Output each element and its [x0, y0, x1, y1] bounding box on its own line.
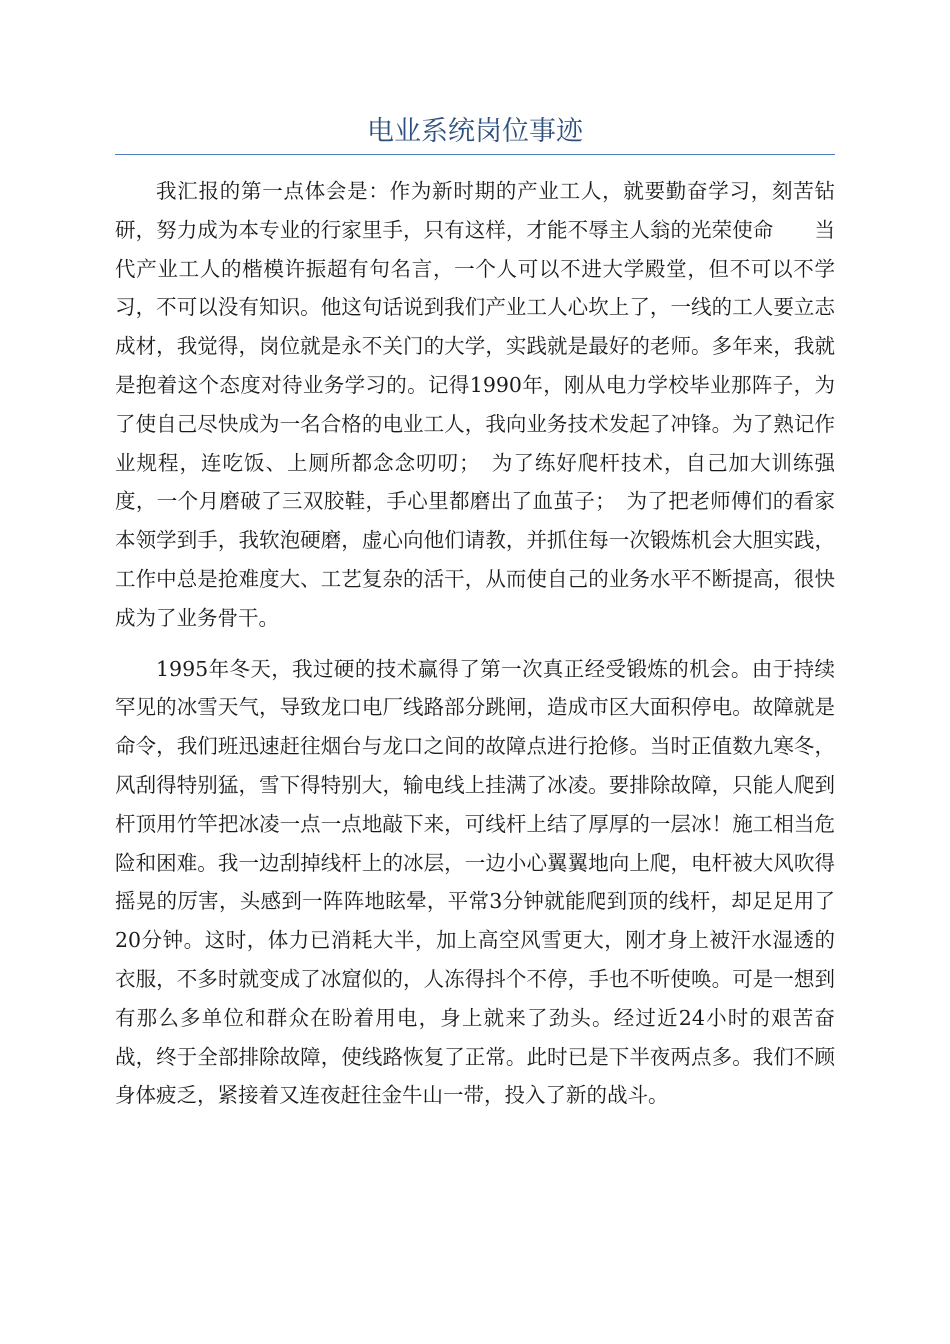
- paragraph-1: 我汇报的第一点体会是：作为新时期的产业工人，就要勤奋学习，刻苦钻研，努力成为本专业的行家里手，只有这样，才能不辱主人翁的光荣使命 当代产业工人的楷模许振超有句名言，一个人可以不进大学殿堂，但不可以不学习，不可以没有知识。他这句话说到我们产业工人心坎上了，一线的工人要立志成材，我觉得，岗位就是永不关门的大学，实践就是最好的老师。多年来，我就是抱着这个态度对待业务学习的。记得1990年，刚从电力学校毕业那阵子，为了使自己尽快成为一名合格的电业工人，我向业务技术发起了冲锋。为了熟记作业规程，连吃饭、上厕所都念念叨叨； 为了练好爬杆技术，自己加大训练强度，一个月磨破了三双胶鞋，手心里都磨出了血茧子； 为了把老师傅们的看家本领学到手，我软泡硬磨，虚心向他们请教，并抓住每一次锻炼机会大胆实践，工作中总是抢难度大、工艺复杂的活干，从而使自己的业务水平不断提高，很快成为了业务骨干。: [115, 179, 835, 630]
- paragraph-2: 1995年冬天，我过硬的技术赢得了第一次真正经受锻炼的机会。由于持续罕见的冰雪天气，导致龙口电厂线路部分跳闸，造成市区大面积停电。故障就是命令，我们班迅速赶往烟台与龙口之间的故障点进行抢修。当时正值数九寒冬，风刮得特别猛，雪下得特别大，输电线上挂满了冰凌。要排除故障，只能人爬到杆顶用竹竿把冰凌一点一点地敲下来，可线杆上结了厚厚的一层冰！施工相当危险和困难。我一边刮掉线杆上的冰层，一边小心翼翼地向上爬，电杆被大风吹得摇晃的厉害，头感到一阵阵地眩晕，平常3分钟就能爬到顶的线杆，却足足用了20分钟。这时，体力已消耗大半，加上高空风雪更大，刚才身上被汗水湿透的衣服，不多时就变成了冰窟似的，人冻得抖个不停，手也不听使唤。可是一想到有那么多单位和群众在盼着用电，身上就来了劲头。经过近24小时的艰苦奋战，终于全部排除故障，使线路恢复了正常。此时已是下半夜两点多。我们不顾身体疲乏，紧接着又连夜赶往金牛山一带，投入了新的战斗。: [115, 656, 835, 1108]
- document-body: [115, 172, 835, 1115]
- title-underline: [115, 154, 835, 155]
- document-title: 电业系统岗位事迹: [367, 116, 583, 147]
